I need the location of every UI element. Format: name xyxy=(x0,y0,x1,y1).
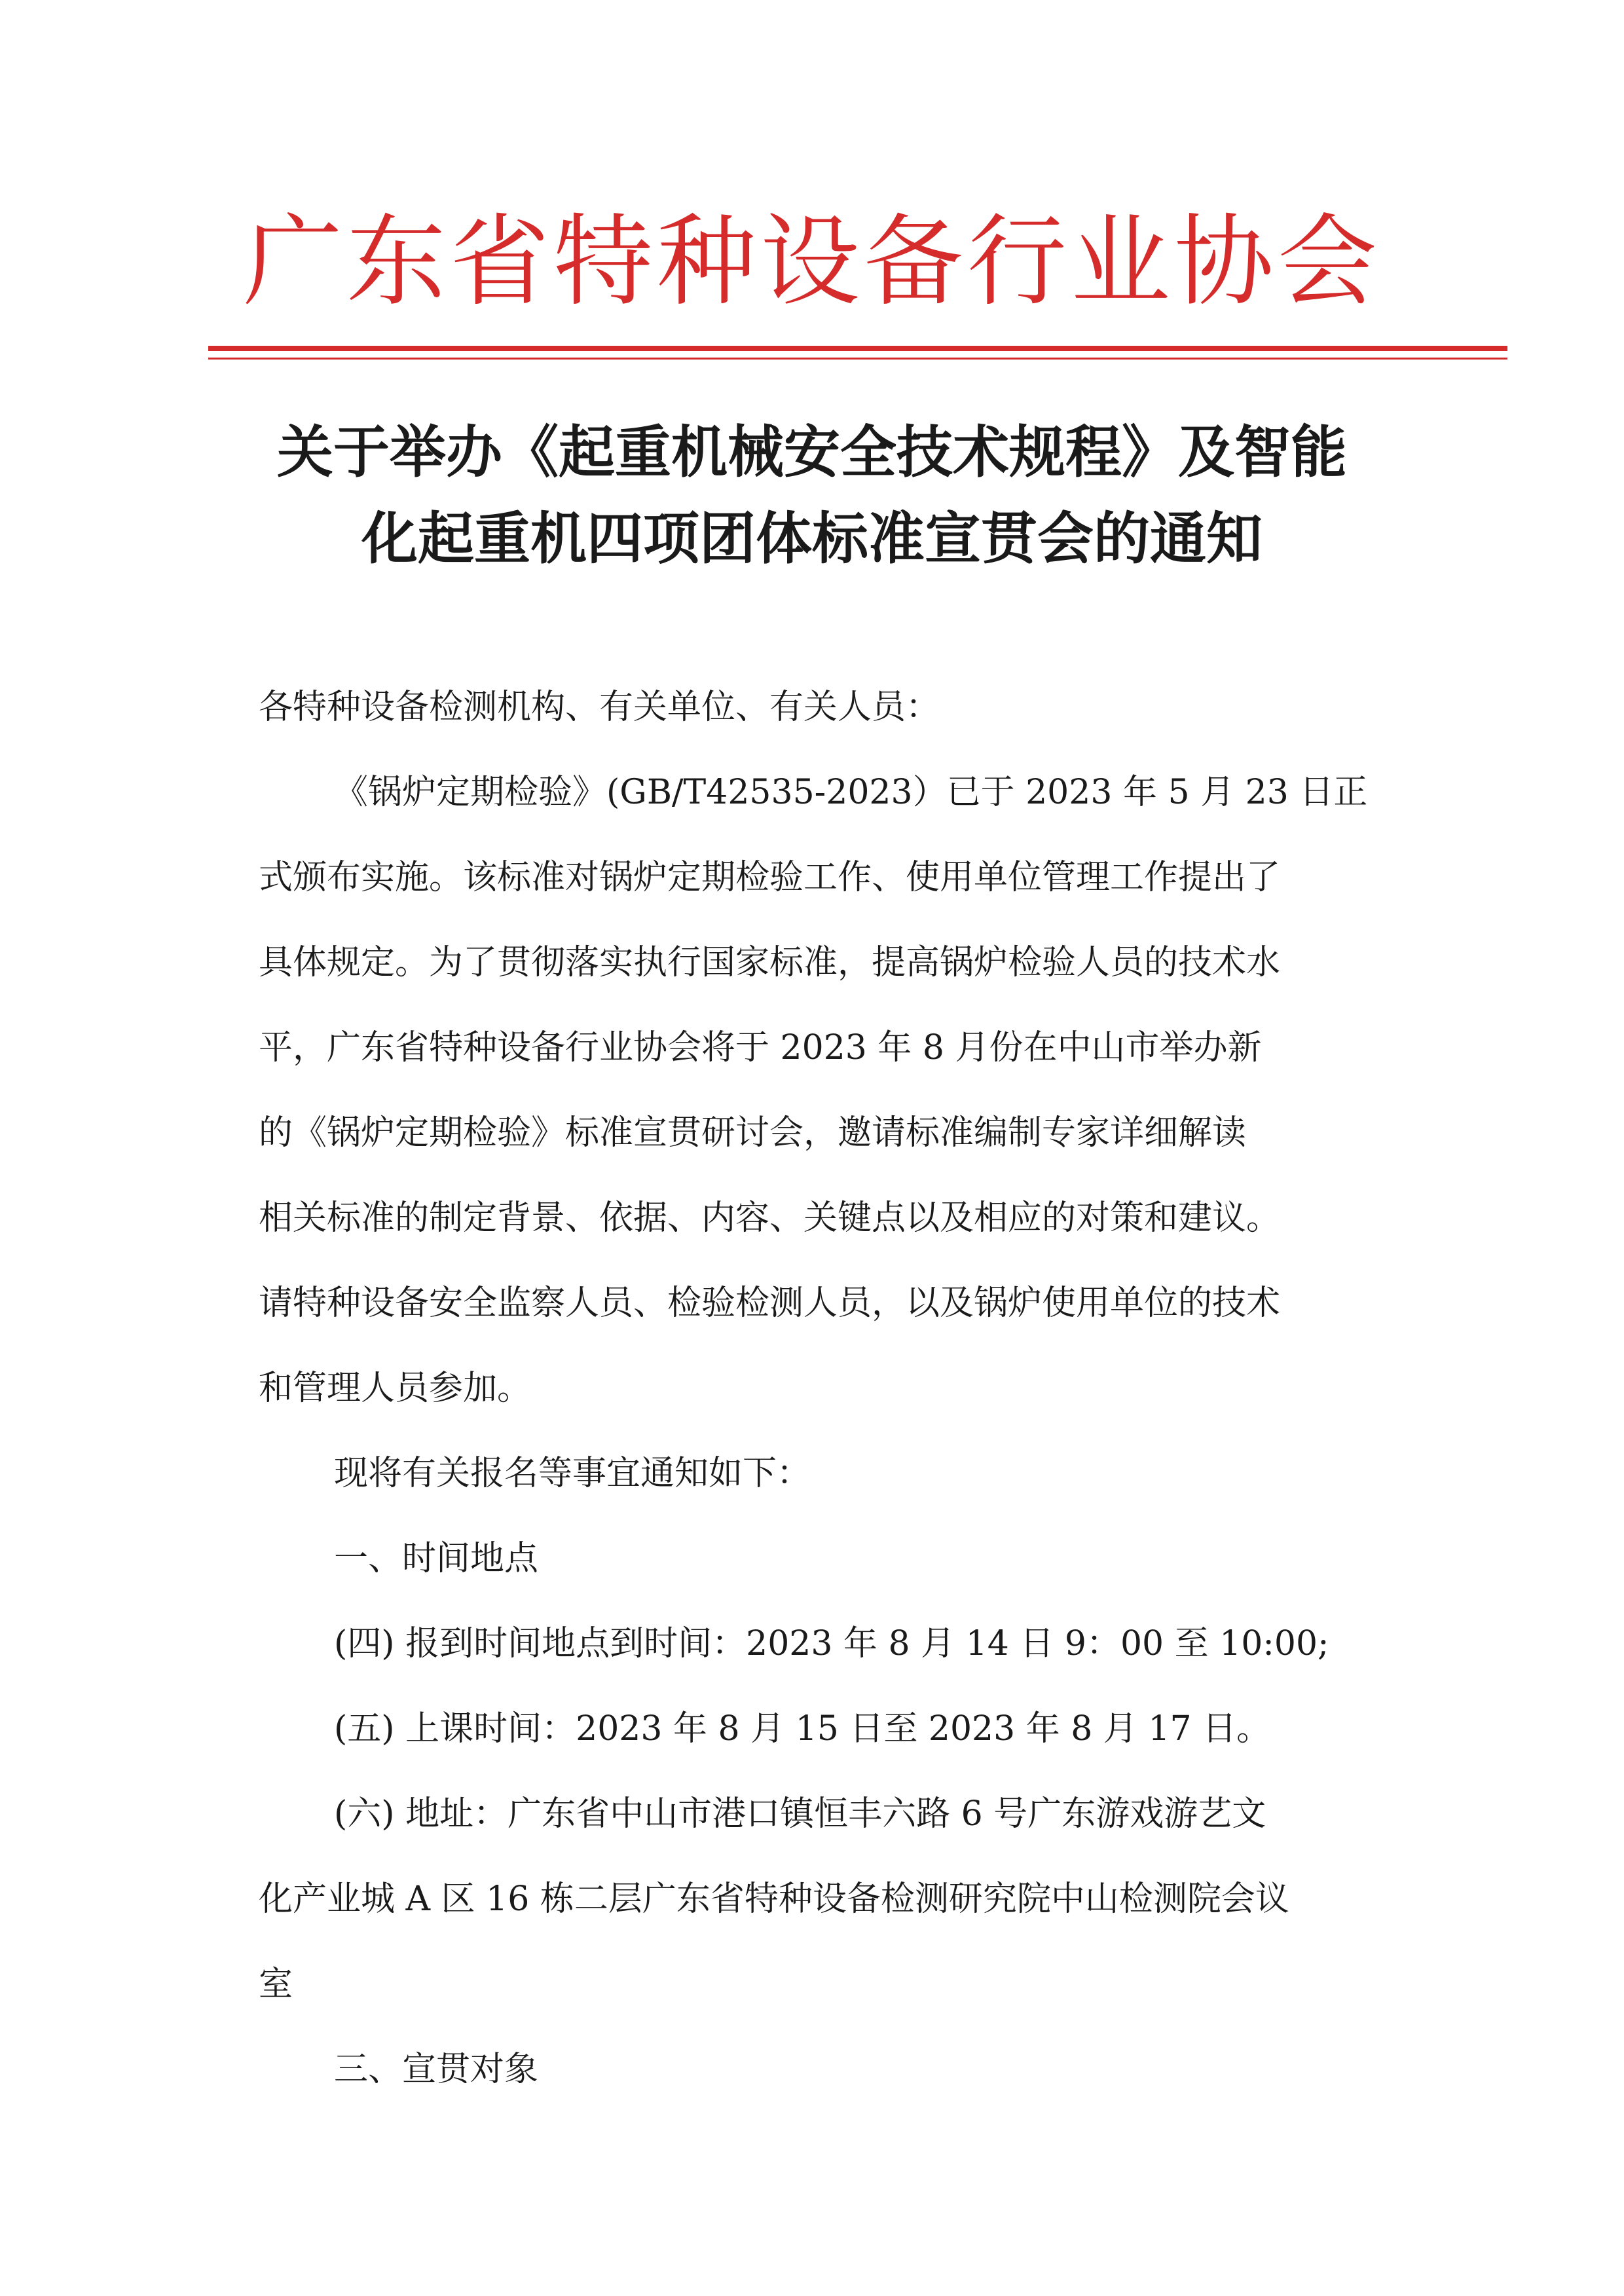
paragraph-1-line-8: 和管理人员参加。 xyxy=(259,1369,532,1408)
letterhead-rule-thin xyxy=(208,358,1507,360)
paragraph-1-line-2: 式颁布实施。该标准对锅炉定期检验工作、使用单位管理工作提出了 xyxy=(259,858,1281,897)
title-line-1: 关于举办《起重机械安全技术规程》及智能 xyxy=(277,420,1347,485)
section-1-item-6-line-3: 室 xyxy=(259,1965,293,2004)
section-1-item-5: (五) 上课时间：2023 年 8 月 15 日至 2023 年 8 月 17 日。 xyxy=(334,1709,1271,1749)
paragraph-1-line-5: 的《锅炉定期检验》标准宣贯研讨会，邀请标准编制专家详细解读 xyxy=(259,1113,1247,1153)
title-line-2: 化起重机四项团体标准宣贯会的通知 xyxy=(361,506,1263,572)
section-1-item-6-line-2: 化产业城 A 区 16 栋二层广东省特种设备检测研究院中山检测院会议 xyxy=(259,1879,1289,1919)
salutation: 各特种设备检测机构、有关单位、有关人员： xyxy=(259,688,940,727)
paragraph-1-line-1: 《锅炉定期检验》(GB/T42535-2023）已于 2023 年 5 月 23 日正 xyxy=(334,773,1368,812)
letterhead-org-name: 广东省特种设备行业协会 xyxy=(243,204,1381,320)
section-1-heading: 一、时间地点 xyxy=(334,1539,539,1578)
section-3-heading: 三、宣贯对象 xyxy=(334,2050,539,2089)
paragraph-1-line-3: 具体规定。为了贯彻落实执行国家标准，提高锅炉检验人员的技术水 xyxy=(259,943,1281,982)
paragraph-1-line-4: 平，广东省特种设备行业协会将于 2023 年 8 月份在中山市举办新 xyxy=(259,1028,1262,1067)
section-1-item-4: (四) 报到时间地点到时间：2023 年 8 月 14 日 9：00 至 10:00; xyxy=(334,1624,1329,1663)
intro-line: 现将有关报名等事宜通知如下： xyxy=(334,1454,811,1493)
document-title xyxy=(236,409,1388,582)
letterhead-rule-thick xyxy=(208,346,1507,351)
paragraph-1-line-6: 相关标准的制定背景、依据、内容、关键点以及相应的对策和建议。 xyxy=(259,1198,1281,1238)
section-1-item-6-line-1: (六) 地址：广东省中山市港口镇恒丰六路 6 号广东游戏游艺文 xyxy=(334,1794,1266,1834)
paragraph-1-line-7: 请特种设备安全监察人员、检验检测人员，以及锅炉使用单位的技术 xyxy=(259,1284,1281,1323)
